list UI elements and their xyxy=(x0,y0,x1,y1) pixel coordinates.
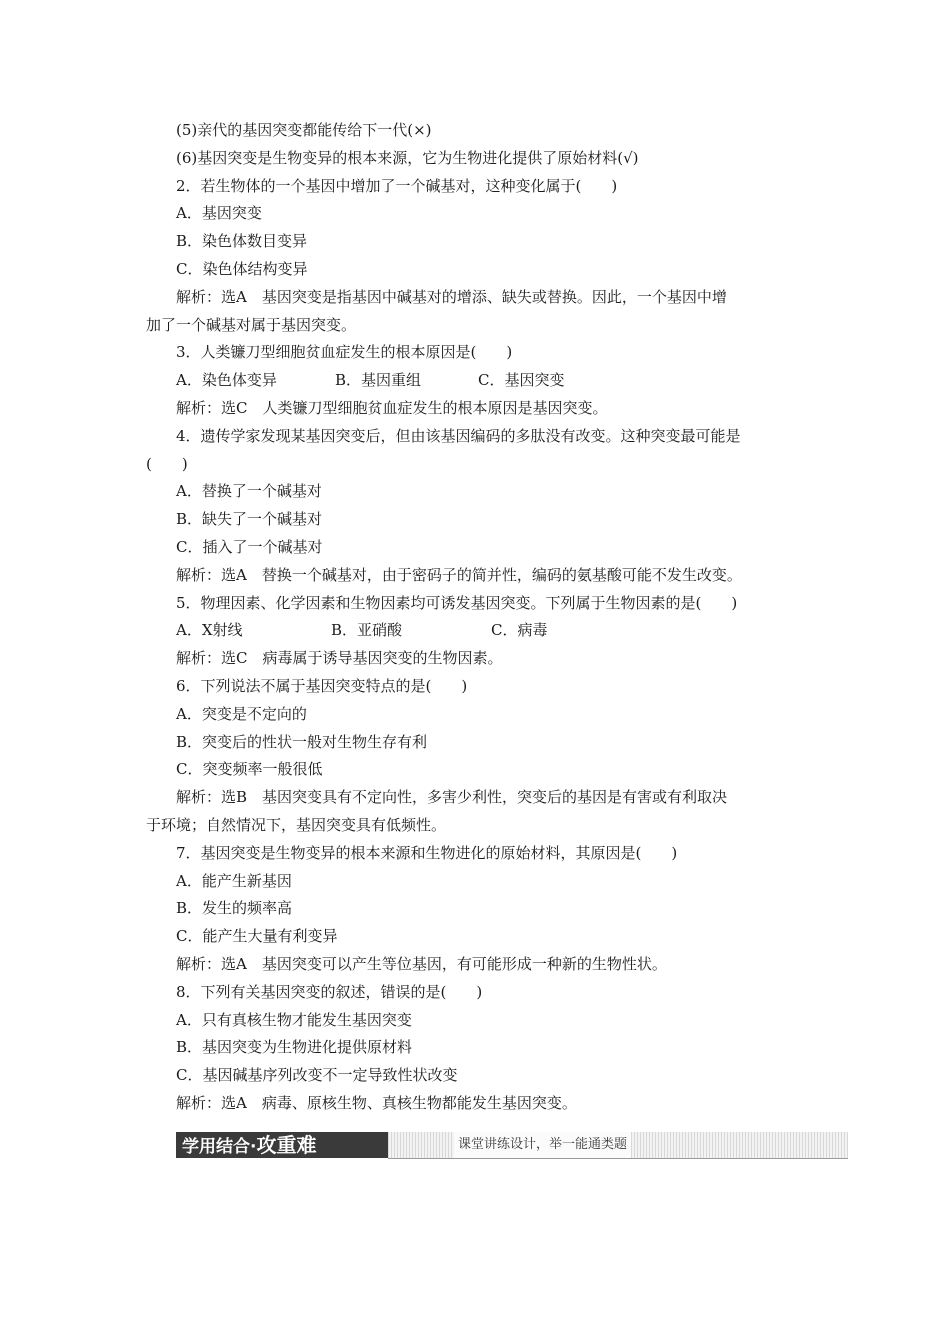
option-b: B．亚硝酸 xyxy=(331,621,403,640)
question-5: 5．物理因素、化学因素和生物因素均可诱发基因突变。下列属于生物因素的是( ) xyxy=(176,593,738,612)
option-c: C．基因突变 xyxy=(478,371,565,390)
banner-title-b: 攻重难 xyxy=(256,1133,317,1157)
option-a: A．染色体变异 xyxy=(176,371,277,390)
text-line: (5)亲代的基因突变都能传给下一代(×) xyxy=(176,121,432,139)
analysis: 解析：选A 基因突变是指基因中碱基对的增添、缺失或替换。因此，一个基因中增 xyxy=(176,287,727,306)
analysis: 解析：选A 替换一个碱基对，由于密码子的简并性，编码的氨基酸可能不发生改变。 xyxy=(176,565,742,584)
text-line: (6)基因突变是生物变异的根本来源，它为生物进化提供了原始材料(√) xyxy=(176,148,639,167)
analysis: 解析：选B 基因突变具有不定向性，多害少利性，突变后的基因是有害或有利取决 xyxy=(176,788,728,807)
question-4: 4．遗传学家发现某基因突变后，但由该基因编码的多肽没有改变。这种突变最可能是 xyxy=(176,426,741,445)
banner-title xyxy=(176,1132,388,1158)
option-a: A．X射线 xyxy=(176,621,243,640)
analysis: 解析：选C 病毒属于诱导基因突变的生物因素。 xyxy=(176,649,503,668)
analysis-continued: 于环境；自然情况下，基因突变具有低频性。 xyxy=(146,815,447,834)
options-row xyxy=(146,617,816,645)
option-a: A．能产生新基因 xyxy=(176,871,292,890)
option-b: B．突变后的性状一般对生物生存有利 xyxy=(176,732,428,751)
analysis-continued: 加了一个碱基对属于基因突变。 xyxy=(146,315,357,334)
option-b: B．基因重组 xyxy=(335,371,422,390)
option-b: B．基因突变为生物进化提供原材料 xyxy=(176,1038,413,1057)
option-b: B．发生的频率高 xyxy=(176,899,293,918)
analysis: 解析：选A 病毒、原核生物、真核生物都能发生基因突变。 xyxy=(176,1093,577,1112)
analysis: 解析：选C 人类镰刀型细胞贫血症发生的根本原因是基因突变。 xyxy=(176,398,608,417)
section-banner xyxy=(176,1132,848,1158)
banner-subtitle: 课堂讲练设计，举一能通类题 xyxy=(454,1132,631,1158)
option-a: A．替换了一个碱基对 xyxy=(176,482,322,501)
banner-title-a: 学用结合· xyxy=(182,1137,257,1157)
option-c: C．插入了一个碱基对 xyxy=(176,537,323,556)
option-c: C．能产生大量有利变异 xyxy=(176,927,338,946)
options-row xyxy=(146,367,816,395)
option-a: A．只有真核生物才能发生基因突变 xyxy=(176,1010,412,1029)
option-b: B．染色体数目变异 xyxy=(176,232,308,251)
question-3: 3．人类镰刀型细胞贫血症发生的根本原因是( ) xyxy=(176,343,513,362)
option-c: C．病毒 xyxy=(491,621,548,640)
option-b: B．缺失了一个碱基对 xyxy=(176,510,323,529)
banner-subtitle-bar xyxy=(388,1132,848,1159)
question-2: 2．若生物体的一个基因中增加了一个碱基对，这种变化属于( ) xyxy=(176,176,618,195)
question-7: 7．基因突变是生物变异的根本来源和生物进化的原始材料，其原因是( ) xyxy=(176,843,678,862)
option-a: A．突变是不定向的 xyxy=(176,704,307,723)
question-6: 6．下列说法不属于基因突变特点的是( ) xyxy=(176,676,468,695)
option-c: C．基因碱基序列改变不一定导致性状改变 xyxy=(176,1066,458,1085)
question-continued: ( ) xyxy=(146,454,188,473)
option-a: A．基因突变 xyxy=(176,204,262,223)
analysis: 解析：选A 基因突变可以产生等位基因，有可能形成一种新的生物性状。 xyxy=(176,954,667,973)
question-8: 8．下列有关基因突变的叙述，错误的是( ) xyxy=(176,982,483,1001)
document-body xyxy=(146,117,816,1118)
option-c: C．突变频率一般很低 xyxy=(176,760,323,779)
option-c: C．染色体结构变异 xyxy=(176,259,308,278)
